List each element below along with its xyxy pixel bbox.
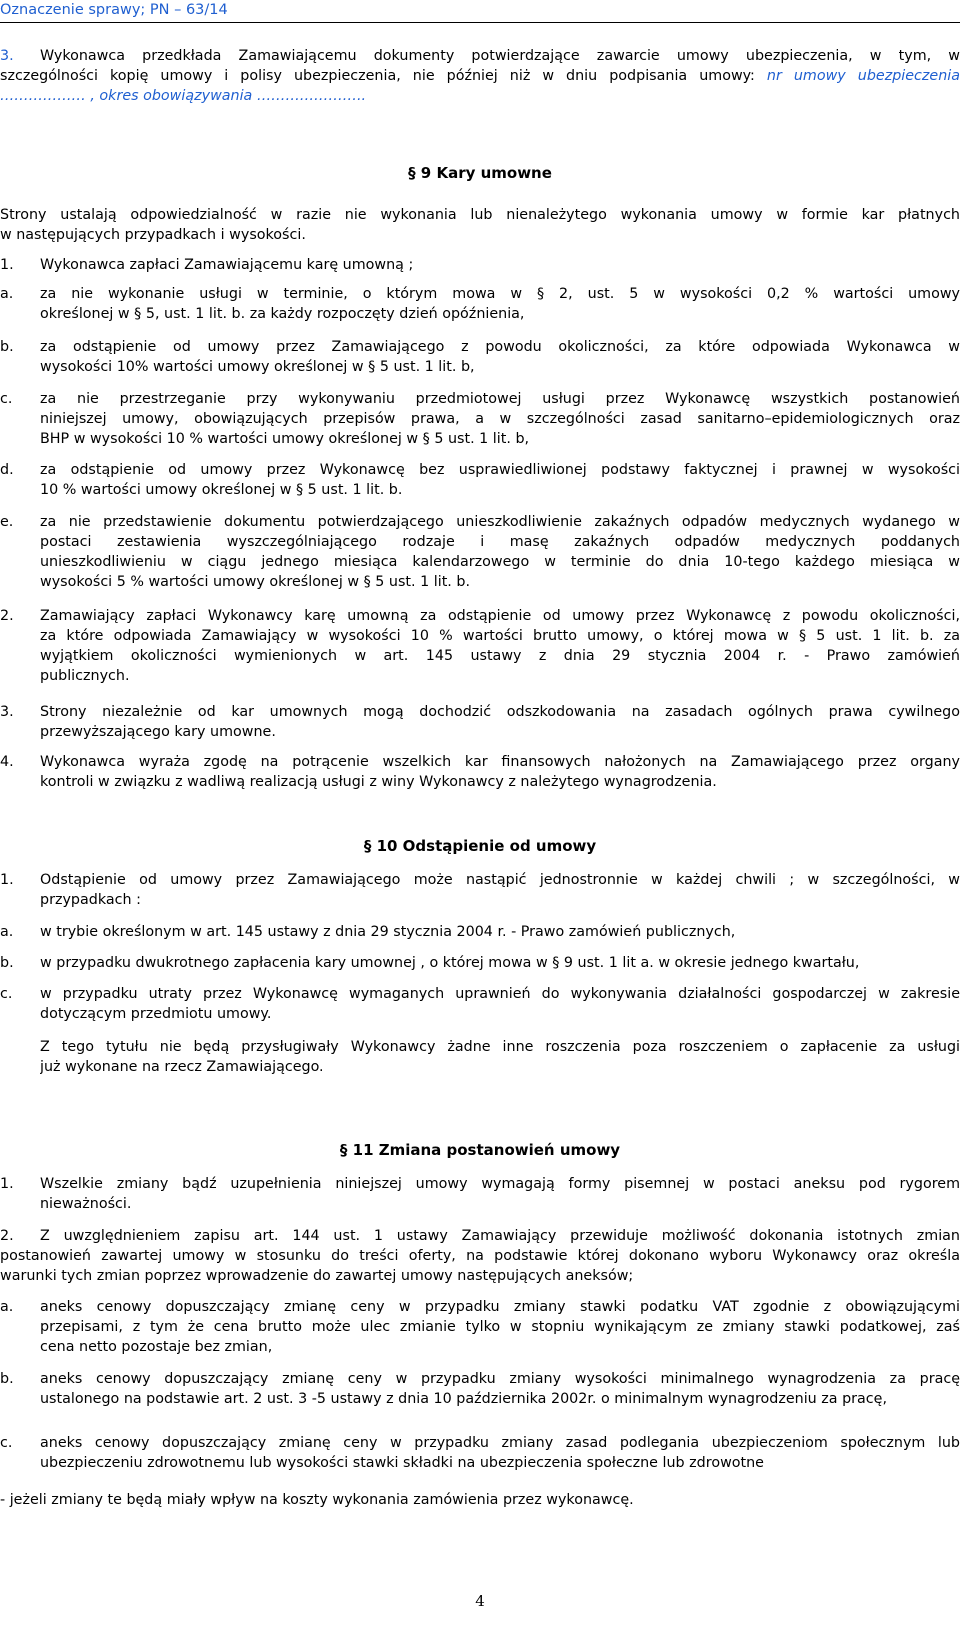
text-line: postaci zestawienia wyszczególniającego rodzaje i masę zakaźnych odpadów medycznych poddanych xyxy=(40,534,960,550)
item-letter: b. xyxy=(0,1371,14,1387)
text-line: kontroli w związku z wadliwą realizacją usługi z winy Wykonawcy z należytego wynagrodzenia. xyxy=(40,774,717,790)
point-number: 3. xyxy=(0,704,14,720)
text-line: przypadkach : xyxy=(40,892,141,908)
text-line: ustalonego na podstawie art. 2 ust. 3 -5 ustawy z dnia 10 października 2002r. o minimalnym wynagrodzeniu za pracę, xyxy=(40,1391,887,1407)
text-line: nieważności. xyxy=(40,1196,132,1212)
item-text xyxy=(40,984,960,1024)
item-letter: a. xyxy=(0,924,14,940)
document-reference: Oznaczenie sprawy; PN – 63/14 xyxy=(0,2,228,18)
text-line: postanowień zawartej umowy w stosunku do treści oferty, na podstawie której dokonano wyboru Wykonawcy oraz określa xyxy=(0,1248,960,1264)
item-text xyxy=(40,1369,960,1409)
text-line: unieszkodliwieniu w ciągu jednego miesiąca kalendarzowego w terminie do dnia 10-tego każdego miesiąca w xyxy=(40,554,960,570)
item-letter: e. xyxy=(0,514,14,530)
text-line: ……………… , okres obowiązywania ………………….. xyxy=(0,88,367,104)
text-line: Strony niezależnie od kar umownych mogą dochodzić odszkodowania na zasadach ogólnych prawa cywilnego xyxy=(40,704,960,720)
text-line: 10 % wartości umowy określonej w § 5 ust. 1 lit. b. xyxy=(40,482,403,498)
item-letter: d. xyxy=(0,462,14,478)
section-9-lead xyxy=(0,205,960,245)
text-line: Odstąpienie od umowy przez Zamawiającego może nastąpić jednostronnie w każdej chwili ; w szczególności, w xyxy=(40,872,960,888)
text-line: Zamawiający zapłaci Wykonawcy karę umowną za odstąpienie od umowy przez Wykonawcę z powodu okoliczności, xyxy=(40,608,960,624)
point-number: 1. xyxy=(0,872,14,888)
point-number: 1. xyxy=(0,1176,14,1192)
point-number: 2. xyxy=(0,1228,14,1244)
text-line: wyjątkiem okoliczności wymienionych w art. 145 ustawy z dnia 29 stycznia 2004 r. - Prawo zamówień xyxy=(40,648,960,664)
text-line: dotyczącym przedmiotu umowy. xyxy=(40,1006,272,1022)
section-9-title: § 9 Kary umowne xyxy=(408,164,552,182)
text-line: ubezpieczeniu zdrowotnemu lub wysokości stawki składki na ubezpieczenia społeczne lub zdrowotne xyxy=(40,1455,764,1471)
point-number: 1. xyxy=(0,257,14,273)
point-text xyxy=(40,752,960,792)
text-line: Z tego tytułu nie będą przysługiwały Wykonawcy żadne inne roszczenia poza roszczeniem o zapłacenie za usługi xyxy=(40,1039,960,1055)
text-line: warunki tych zmian poprzez wprowadzenie do zawartej umowy następujących aneksów; xyxy=(0,1268,634,1284)
item-text xyxy=(40,284,960,324)
item-text xyxy=(40,922,960,942)
text-line: Z uwzględnieniem zapisu art. 144 ust. 1 ustawy Zamawiający przewiduje możliwość dokonania istotnych zmian xyxy=(40,1228,960,1244)
item-letter: c. xyxy=(0,1435,13,1451)
text-line: za które odpowiada Zamawiający w wysokości 10 % wartości brutto umowy, o której mowa w § 5 ust. 1 lit. b. za xyxy=(40,628,960,644)
text-line: przepisami, z tym że cena brutto może ulec zmianie tylko w stopniu wynikającym ze zmiany stawki podatkowej, zaś xyxy=(40,1319,960,1335)
text-line: w następujących przypadkach i wysokości. xyxy=(0,227,306,243)
closing-text xyxy=(40,1037,960,1077)
section-11-closing: - jeżeli zmiany te będą miały wpływ na koszty wykonania zamówienia przez wykonawcę. xyxy=(0,1492,634,1508)
item-letter: c. xyxy=(0,391,13,407)
text-line: w przypadku utraty przez Wykonawcę wymaganych uprawnień do wykonywania działalności gospodarczej w zakresie xyxy=(40,986,960,1002)
text-line: za nie przedstawienie dokumentu potwierdzającego unieszkodliwienie zakaźnych odpadów medycznych wydanego w xyxy=(40,514,960,530)
italic-fragment: nr umowy ubezpieczenia xyxy=(754,68,960,84)
section-10-title: § 10 Odstąpienie od umowy xyxy=(363,837,597,855)
text-line: przewyższającego kary umowne. xyxy=(40,724,276,740)
item-letter: a. xyxy=(0,1299,14,1315)
text-line: wysokości 10% wartości umowy określonej w § 5 ust. 1 lit. b, xyxy=(40,359,475,375)
text-line: Strony ustalają odpowiedzialność w razie nie wykonania lub nienależytego wykonania umowy w formie kar płatnych xyxy=(0,207,960,223)
text-line: za odstąpienie od umowy przez Wykonawcę bez usprawiedliwionej podstawy faktycznej i prawnej w wysokości xyxy=(40,462,960,478)
point-text xyxy=(40,1226,960,1246)
text-line: Wykonawca przedkłada Zamawiającemu dokumenty potwierdzające zawarcie umowy ubezpieczenia, w tym, w xyxy=(40,48,960,64)
section-11-title: § 11 Zmiana postanowień umowy xyxy=(339,1141,621,1159)
text-line: aneks cenowy dopuszczający zmianę ceny w przypadku zmiany zasad podlegania ubezpieczeniom społecznym lub xyxy=(40,1435,960,1451)
text-line: aneks cenowy dopuszczający zmianę ceny w przypadku zmiany wysokości minimalnego wynagrodzenia za pracę xyxy=(40,1371,960,1387)
item-letter: b. xyxy=(0,955,14,971)
item-text xyxy=(40,1433,960,1473)
item-text xyxy=(40,512,960,592)
item-text xyxy=(40,1297,960,1357)
text-line: w trybie określonym w art. 145 ustawy z dnia 29 stycznia 2004 r. - Prawo zamówień publicznych, xyxy=(40,924,736,940)
text-line: za nie wykonanie usługi w terminie, o którym mowa w § 2, ust. 5 w wysokości 0,2 % wartości umowy xyxy=(40,286,960,302)
point-number: 3. xyxy=(0,48,14,64)
item-letter: c. xyxy=(0,986,13,1002)
section-11-point-2-cont xyxy=(0,1246,960,1286)
text-line: BHP w wysokości 10 % wartości umowy określonej w § 5 ust. 1 lit. b, xyxy=(40,431,530,447)
text-line: szczególności kopię umowy i polisy ubezpieczenia, nie później niż w dniu podpisania umowy: nr umowy ubezpieczenia xyxy=(0,68,960,84)
text-line: Wykonawca wyraża zgodę na potrącenie wszelkich kar finansowych nałożonych na Zamawiającego przez organy xyxy=(40,754,960,770)
point-text xyxy=(40,870,960,910)
text-line: publicznych. xyxy=(40,668,130,684)
text-line: cena netto pozostaje bez zmian, xyxy=(40,1339,273,1355)
point-text xyxy=(40,606,960,686)
page-number: 4 xyxy=(475,1592,485,1610)
point-number: 4. xyxy=(0,754,14,770)
item-text xyxy=(40,460,960,500)
text-line: za odstąpienie od umowy przez Zamawiającego z powodu okoliczności, za które odpowiada Wykonawca w xyxy=(40,339,960,355)
point-text xyxy=(40,702,960,742)
item-letter: b. xyxy=(0,339,14,355)
text-line: wysokości 5 % wartości umowy określonej w § 5 ust. 1 lit. b. xyxy=(40,574,471,590)
intro-point-3-cont xyxy=(0,66,960,106)
text-line: aneks cenowy dopuszczający zmianę ceny w przypadku zmiany stawki podatku VAT zgodnie z obowiązującymi xyxy=(40,1299,960,1315)
text-line: niniejszej umowy, obowiązujących przepisów prawa, a w szczególności zasad sanitarno–epidemiologicznych oraz xyxy=(40,411,960,427)
item-text xyxy=(40,953,960,973)
text-line: w przypadku dwukrotnego zapłacenia kary umownej , o której mowa w § 9 ust. 1 lit a. w okresie jednego kwartału, xyxy=(40,955,860,971)
text-line: określonej w § 5, ust. 1 lit. b. za każdy rozpoczęty dzień opóźnienia, xyxy=(40,306,525,322)
header-divider xyxy=(0,22,960,23)
point-text: Wykonawca zapłaci Zamawiającemu karę umowną ; xyxy=(40,257,414,273)
point-text xyxy=(40,46,960,66)
item-text xyxy=(40,337,960,377)
point-number: 2. xyxy=(0,608,14,624)
text-line: za nie przestrzeganie przy wykonywaniu przedmiotowej usługi przez Wykonawcę wszystkich postanowień xyxy=(40,391,960,407)
text-line: już wykonane na rzecz Zamawiającego. xyxy=(40,1059,324,1075)
item-letter: a. xyxy=(0,286,14,302)
text-line: Wszelkie zmiany bądź uzupełnienia niniejszej umowy wymagają formy pisemnej w postaci aneksu pod rygorem xyxy=(40,1176,960,1192)
point-text xyxy=(40,1174,960,1214)
item-text xyxy=(40,389,960,449)
